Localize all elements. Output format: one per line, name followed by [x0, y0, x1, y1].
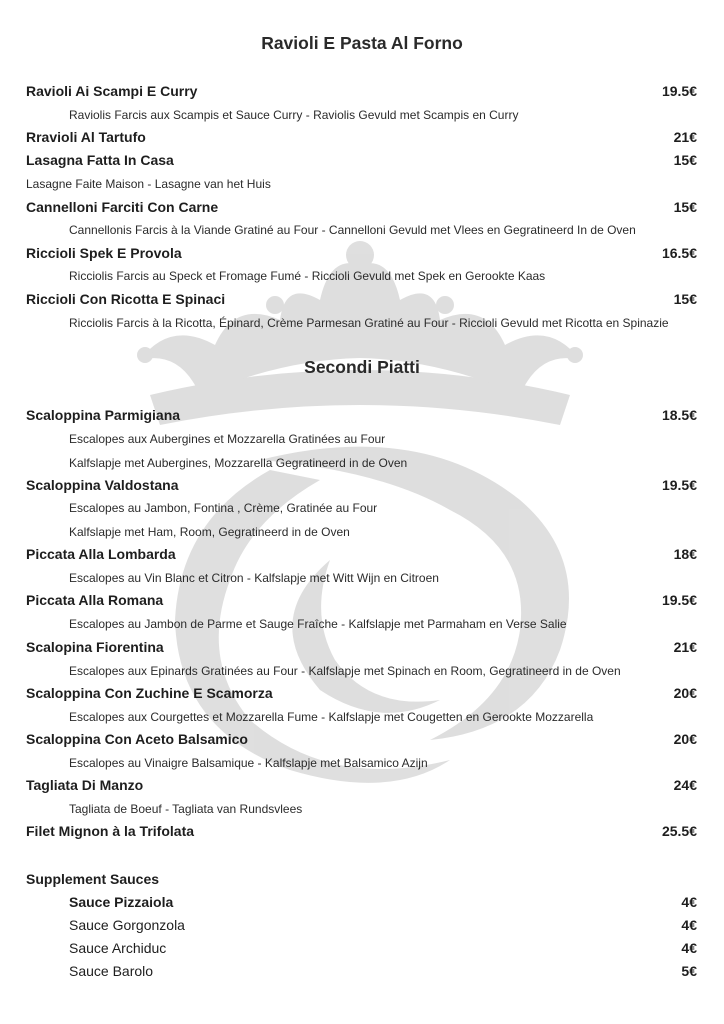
item-price: 4€ — [681, 894, 697, 910]
item-name: Sauce Gorgonzola — [69, 917, 185, 933]
item-description: Escalopes au Vin Blanc et Citron - Kalfslapje met Witt Wijn en Citroen — [69, 571, 439, 585]
menu-item-riccioli-spek — [26, 243, 697, 263]
item-description: Ricciolis Farcis au Speck et Fromage Fumé - Riccioli Gevuld met Spek en Gerookte Kaas — [69, 269, 546, 283]
item-description: Raviolis Farcis aux Scampis et Sauce Curry - Raviolis Gevuld met Scampis en Curry — [69, 108, 519, 122]
item-description: Kalfslapje met Ham, Room, Gegratineerd in de Oven — [69, 525, 350, 539]
menu-item-tagliata — [26, 775, 697, 795]
menu-item-ravioli-tartufo — [26, 127, 697, 147]
item-name: Lasagna Fatta In Casa — [26, 152, 174, 168]
menu-item-riccioli-ricotta — [26, 289, 697, 309]
item-name: Scaloppina Valdostana — [26, 477, 179, 493]
item-name: Sauce Pizzaiola — [69, 894, 174, 910]
menu-item-scalopina-fiorentina — [26, 637, 697, 657]
section-title-secondi: Secondi Piatti — [304, 357, 420, 377]
menu-item-filet-mignon — [26, 821, 697, 841]
menu-item-scaloppina-parmigiana — [26, 405, 697, 425]
menu-item-lasagna — [26, 150, 697, 170]
item-price: 15€ — [673, 199, 697, 215]
item-description: Kalfslapje met Aubergines, Mozzarella Gegratineerd in de Oven — [69, 456, 408, 470]
item-name: Riccioli Con Ricotta E Spinaci — [26, 291, 226, 307]
item-price: 20€ — [673, 731, 697, 747]
item-description: Escalopes au Vinaigre Balsamique - Kalfslapje met Balsamico Azijn — [69, 756, 428, 770]
item-name: Tagliata Di Manzo — [26, 777, 144, 793]
item-name: Piccata Alla Lombarda — [26, 546, 176, 562]
section-label: Supplement Sauces — [26, 871, 160, 887]
item-description: Escalopes au Jambon, Fontina , Crème, Gratinée au Four — [69, 501, 378, 515]
item-name: Sauce Archiduc — [69, 940, 167, 956]
menu-item-scaloppina-zuchine — [26, 683, 697, 703]
item-price: 18.5€ — [661, 407, 697, 423]
item-price: 20€ — [673, 685, 697, 701]
section-title-pasta: Ravioli E Pasta Al Forno — [261, 33, 463, 53]
supplement-item-archiduc — [69, 938, 697, 958]
item-description: Tagliata de Boeuf - Tagliata van Rundsvlees — [69, 802, 303, 816]
item-price: 21€ — [673, 639, 697, 655]
item-price: 18€ — [673, 546, 697, 562]
item-name: Scaloppina Con Zuchine E Scamorza — [26, 685, 273, 701]
item-price: 4€ — [681, 940, 697, 956]
item-description: Lasagne Faite Maison - Lasagne van het Huis — [26, 177, 271, 191]
item-price: 16.5€ — [661, 245, 697, 261]
item-description: Escalopes aux Aubergines et Mozzarella Gratinées au Four — [69, 432, 386, 446]
supplement-item-gorgonzola — [69, 915, 697, 935]
item-name: Scaloppina Con Aceto Balsamico — [26, 731, 248, 747]
item-name: Sauce Barolo — [69, 963, 154, 979]
item-description: Ricciolis Farcis à la Ricotta, Épinard, Crème Parmesan Gratiné au Four - Riccioli Gevuld met Ricotta en Spinazie — [69, 316, 669, 330]
item-price: 19.5€ — [661, 477, 697, 493]
item-name: Filet Mignon à la Trifolata — [26, 823, 195, 839]
item-price: 21€ — [673, 129, 697, 145]
section-title-supplements — [26, 869, 697, 889]
menu-item-piccata-romana — [26, 590, 697, 610]
item-name: Scalopina Fiorentina — [26, 639, 164, 655]
item-name: Riccioli Spek E Provola — [26, 245, 182, 261]
item-description: Cannellonis Farcis à la Viande Gratiné au Four - Cannelloni Gevuld met Vlees en Gegratineerd In de Oven — [69, 223, 636, 237]
item-description: Escalopes aux Courgettes et Mozzarella Fume - Kalfslapje met Cougetten en Gerookte Mozzarella — [69, 710, 594, 724]
item-price: 4€ — [681, 917, 697, 933]
supplement-item-barolo — [69, 961, 697, 981]
item-name: Scaloppina Parmigiana — [26, 407, 181, 423]
item-price: 24€ — [673, 777, 697, 793]
item-name: Cannelloni Farciti Con Carne — [26, 199, 219, 215]
item-description: Escalopes au Jambon de Parme et Sauge Fraîche - Kalfslapje met Parmaham en Verse Salie — [69, 617, 567, 631]
menu-item-cannelloni — [26, 197, 697, 217]
menu-item-piccata-lombarda — [26, 544, 697, 564]
item-name: Ravioli Ai Scampi E Curry — [26, 83, 198, 99]
item-price: 15€ — [673, 291, 697, 307]
item-description: Escalopes aux Epinards Gratinées au Four - Kalfslapje met Spinach en Room, Gegratineerd in de Oven — [69, 664, 621, 678]
item-price: 25.5€ — [661, 823, 697, 839]
item-name: Rravioli Al Tartufo — [26, 129, 146, 145]
item-name: Piccata Alla Romana — [26, 592, 164, 608]
menu-item-scaloppina-balsamico — [26, 729, 697, 749]
supplement-item-pizzaiola — [69, 892, 697, 912]
item-price: 19.5€ — [661, 83, 697, 99]
menu-item-scaloppina-valdostana — [26, 475, 697, 495]
item-price: 15€ — [673, 152, 697, 168]
menu-item-ravioli-scampi — [26, 81, 697, 101]
item-price: 5€ — [681, 963, 697, 979]
item-price: 19.5€ — [661, 592, 697, 608]
